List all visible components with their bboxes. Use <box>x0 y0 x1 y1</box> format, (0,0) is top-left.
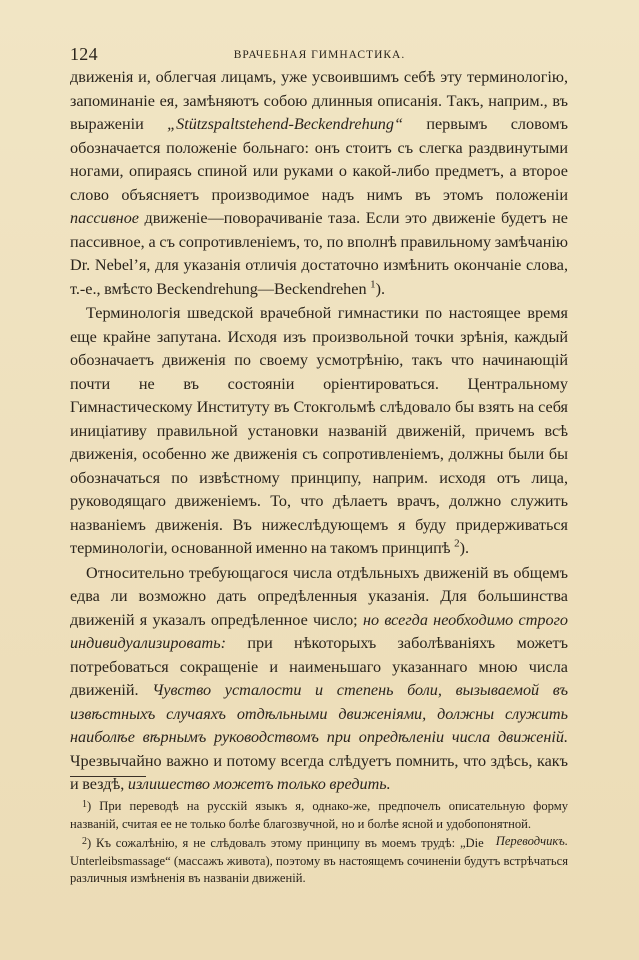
page-number: 124 <box>70 44 98 64</box>
footnote-ref-1: 1 <box>370 278 376 291</box>
paragraph-2 <box>70 302 568 561</box>
passive-term: пассивное <box>70 209 139 227</box>
paragraph-2-text-a: Терминологія шведской врачебной гимнастики по настоящее время еще крайне запутана. Исходя изъ произвольной точки зрѣнія, каждый обозначаетъ движенія по своему усмотрѣнію, такъ что начинающій почти не въ состояніи оріентироваться. Центральному Гимнастическому Институту въ Стокгольмѣ слѣдовало бы взять на себя иниціативу правильной установки названій движеній, причемъ всѣ движенія, особенно же движенія съ сопротивленіемъ, должны были бы обозначаться по извѣстному принципу, наприм. исходя отъ лица, руководящаго движеніемъ. То, что дѣлаетъ врачъ, должно служить названіемъ движенія. Въ нижеслѣдующемъ я буду придерживаться терминологіи, основанной именно на такомъ принципѣ <box>70 304 568 557</box>
paragraph-3-text-e: Чрезвычайно важно и потому всегда слѣдуетъ помнить, что здѣсь, какъ и вездѣ, <box>70 751 568 793</box>
paragraph-1-text-c: первымъ словомъ обозначается положеніе больнаго: онъ стоитъ съ слегка раздвинутыми ногами, опираясь спиной или руками о какой-либо предметъ, а второе слово объясняетъ производимое надъ нимъ въ этомъ положеніи <box>70 115 568 204</box>
paragraph-1-text-g: ). <box>375 279 386 298</box>
footnotes <box>70 796 568 888</box>
footnote-1 <box>70 796 568 849</box>
footnote-separator <box>70 776 146 777</box>
paragraph-3-emphasis-3: излишество можетъ только вредить. <box>127 775 391 793</box>
paragraph-2-text-c: ). <box>459 539 470 557</box>
footnote-ref-2: 2 <box>454 537 460 550</box>
paragraph-1-text-e: движеніе—поворачиваніе таза. Если это движеніе будетъ не пассивное, а съ сопротивленіемъ, то, по вполнѣ правильному замѣчанію Dr. Nebel’я, для указанія отличія достаточно измѣнить окончаніе слова, т.-е., вмѣсто Beckendrehung—Beckendrehen <box>70 209 568 298</box>
paragraph-3-emphasis-2: Чувство усталости и степень боли, вызываемой въ извѣстныхъ случаяхъ отдѣльными движеніями, должны служить наиболѣе вѣрнымъ руководствомъ при опредѣленіи числа движеній. <box>70 681 568 746</box>
paragraph-1 <box>70 66 568 301</box>
running-head: ВРАЧЕБНАЯ ГИМНАСТИКА. <box>233 49 406 61</box>
footnote-2-marker: 2 <box>82 836 87 848</box>
paragraph-3-text-a: Относительно требующагося числа отдѣльныхъ движеній въ общемъ едва ли возможно дать опредѣленныя указанія. Для большинства движеній я указалъ опредѣленное число; <box>70 563 568 629</box>
german-term-example: „Stützspaltstehend-Beckendrehung“ <box>167 115 403 133</box>
footnote-1-signature: Переводчикъ. <box>495 834 568 849</box>
paragraph-3-text-c: при нѣкоторыхъ заболѣваніяхъ можетъ потребоваться сокращеніе и наименьшаго указаннаго мною числа движеній. <box>70 634 568 699</box>
footnote-2-text: ) Къ сожалѣнію, я не слѣдовалъ этому принципу въ моемъ трудѣ: „Die Unterleibsmassage“ (массажъ живота), поэтому въ настоящемъ сочиненіи будутъ встрѣчаться различныя измѣненія въ названіи движеній. <box>70 836 568 886</box>
footnote-1-text: ) При переводѣ на русскій языкъ я, однако-же, предпочелъ описательную форму названій, считая ее не только болѣе благозвучной, но и болѣе ясной и удобопонятной. <box>70 799 568 831</box>
paragraph-1-text-a: движенія и, облегчая лицамъ, уже усвоившимъ себѣ эту терминологію, запоминаніе ея, замѣняютъ собою длинныя описанія. Такъ, наприм., въ выраженіи <box>70 68 568 133</box>
paragraph-3 <box>70 562 568 797</box>
footnote-1-marker: 1 <box>82 799 87 810</box>
main-text <box>70 66 568 797</box>
paragraph-3-emphasis-1: но всегда необходимо строго индивидуализировать: <box>70 610 568 652</box>
